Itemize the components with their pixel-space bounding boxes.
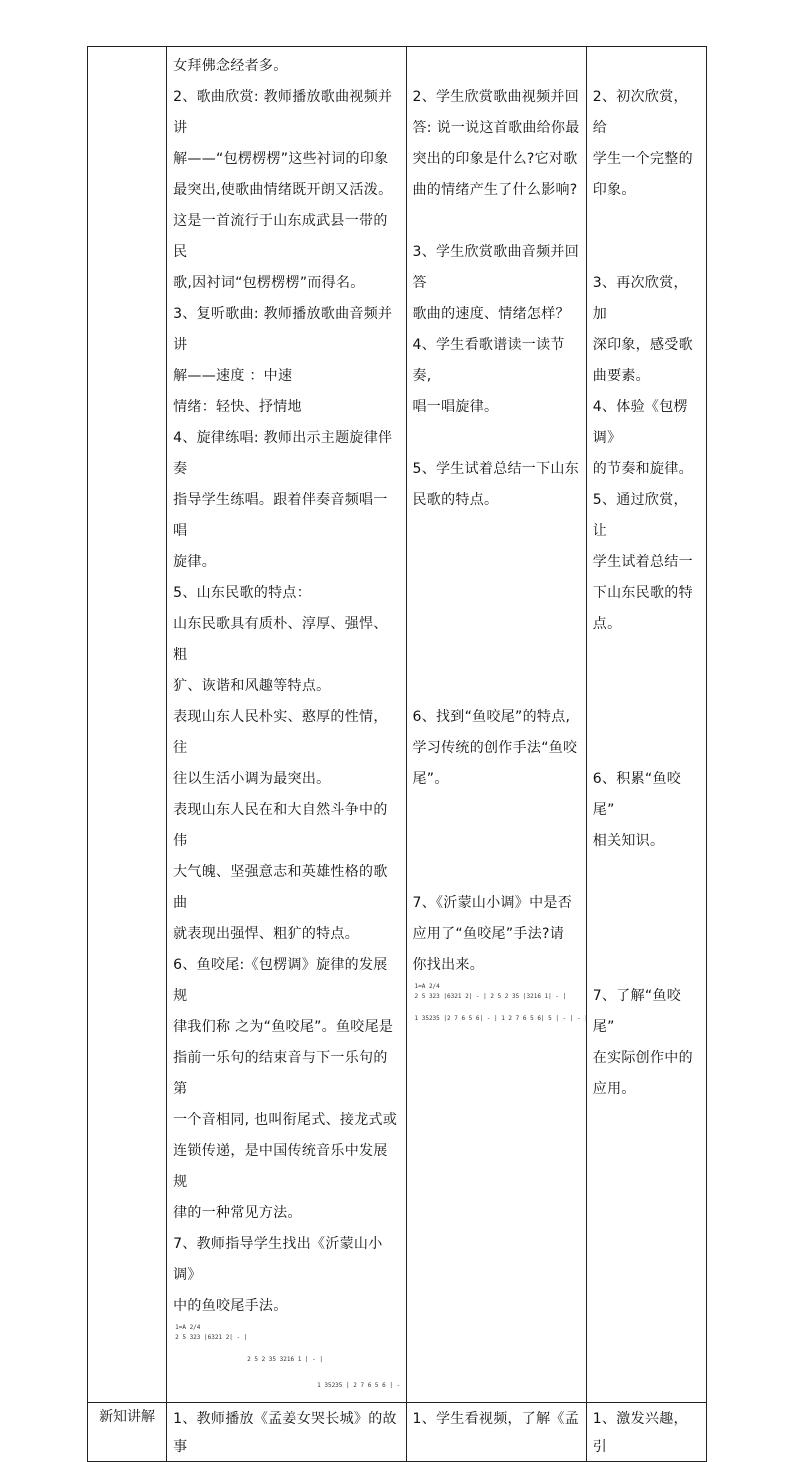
text-line xyxy=(593,919,702,950)
student-activity-text: 1、学生看视频，了解《孟 xyxy=(412,1411,580,1427)
text-line: 学生一个完整的 xyxy=(592,151,693,167)
score-excerpt-left xyxy=(167,1322,405,1402)
score-line: 2 5 323 |6321 2| - | 2 5 2 35 |3216 1| - | xyxy=(414,993,567,1000)
text-line: 6、找到“鱼咬尾”的特点, xyxy=(412,709,571,725)
text-line xyxy=(413,795,582,826)
text-line: 深印象，感受歌 xyxy=(592,337,693,353)
text-line: 在实际创作中的 xyxy=(592,1050,693,1066)
text-line xyxy=(593,950,702,981)
table-row xyxy=(88,1403,707,1462)
text-line: 就表现出强悍、粗犷的特点。 xyxy=(173,926,360,942)
lesson-plan-table xyxy=(87,46,707,1462)
text-line xyxy=(413,51,582,82)
text-line xyxy=(593,671,702,702)
text-line: 学生试着总结一 xyxy=(592,554,693,570)
text-line: 往以生活小调为最突出。 xyxy=(173,771,331,787)
text-line: 表现山东人民在和大自然斗争中的伟 xyxy=(173,802,388,849)
text-line: 曲的情绪产生了什么影响? xyxy=(412,182,578,198)
text-line xyxy=(593,857,702,888)
score-line: 1 35235 | 2 7 6 5 6 | - xyxy=(317,1382,401,1389)
text-line: 印象。 xyxy=(592,182,636,198)
text-line: 这是一首流行于山东成武县一带的民 xyxy=(173,213,388,260)
text-line xyxy=(593,640,702,671)
text-line: 3、复听歌曲: 教师播放歌曲音频并讲 xyxy=(173,306,393,353)
score-key: 1=A 2/4 xyxy=(414,983,440,990)
text-line: 指前一乐句的结束音与下一乐句的第 xyxy=(173,1050,388,1097)
text-line: 表现山东人民朴实、憨厚的性情，往 xyxy=(173,709,388,756)
text-line xyxy=(593,206,702,237)
text-line: 女拜佛念经者多。 xyxy=(173,58,288,74)
text-line: 2、歌曲欣赏: 教师播放歌曲视频并讲 xyxy=(173,89,393,136)
student-activity-text xyxy=(407,47,586,981)
text-line: 山东民歌具有质朴、淳厚、强悍、粗 xyxy=(173,616,388,663)
text-line xyxy=(413,609,582,640)
teacher-activity-cell xyxy=(167,47,406,1403)
teacher-activity-text xyxy=(167,47,405,1322)
text-line: 中的鱼咬尾手法。 xyxy=(173,1298,288,1314)
stage-label: 新知讲解 xyxy=(88,1403,167,1462)
text-line: 4、旋律练唱: 教师出示主题旋律伴奏 xyxy=(173,430,393,477)
design-intent-cell xyxy=(586,47,706,1403)
score-line: 1 35235 |2 7 6 5 6| - | 1 2 7 6 5 6| 5 | - | - | xyxy=(414,1015,588,1022)
text-line: 曲要素。 xyxy=(592,368,650,384)
design-intent-text: 1、激发兴趣，引 xyxy=(592,1411,688,1455)
text-line xyxy=(413,516,582,547)
score-line: 2 5 323 |6321 2| - | xyxy=(175,1334,248,1341)
text-line: 旋律。 xyxy=(173,554,217,570)
text-line xyxy=(413,423,582,454)
text-line: 尾”。 xyxy=(412,771,449,787)
text-line: 5、通过欣赏，让 xyxy=(592,492,688,539)
text-line xyxy=(593,702,702,733)
design-intent-text xyxy=(587,47,706,1105)
text-line: 应用。 xyxy=(592,1081,636,1097)
text-line xyxy=(413,640,582,671)
text-line: 最突出,使歌曲情绪既开朗又活泼。 xyxy=(173,182,393,198)
text-line: 7、教师指导学生找出《沂蒙山小调》 xyxy=(173,1236,383,1283)
stage-label-cell xyxy=(88,47,167,1403)
text-line: 5、山东民歌的特点： xyxy=(173,585,312,601)
text-line: 答: 说一说这首歌曲给你最 xyxy=(412,120,580,136)
text-line: 应用了“鱼咬尾”手法?请 xyxy=(412,926,565,942)
text-line: 解——“包楞楞楞”这些衬词的印象 xyxy=(173,151,389,167)
text-line: 律的一种常见方法。 xyxy=(173,1205,302,1221)
text-line: 相关知识。 xyxy=(592,833,665,849)
text-line: 指导学生练唱。跟着伴奏音频唱一唱 xyxy=(173,492,388,539)
teacher-activity-text: 1、教师播放《孟姜女哭长城》的故事 xyxy=(173,1411,397,1455)
text-line: 律我们称 之为“鱼咬尾”。鱼咬尾是 xyxy=(173,1019,394,1035)
score-excerpt-right xyxy=(407,981,586,1061)
text-line: 你找出来。 xyxy=(412,957,484,973)
text-line xyxy=(593,237,702,268)
text-line: 突出的印象是什么?它对歌 xyxy=(412,151,578,167)
text-line: 7、《沂蒙山小调》中是否 xyxy=(412,895,573,911)
text-line xyxy=(413,671,582,702)
text-line xyxy=(413,578,582,609)
text-line xyxy=(413,547,582,578)
text-line: 5、学生试着总结一下山东 xyxy=(412,461,580,477)
table-row xyxy=(88,47,707,1403)
text-line xyxy=(413,857,582,888)
student-activity-cell xyxy=(406,47,586,1403)
text-line xyxy=(593,888,702,919)
text-line: 连锁传递，是中国传统音乐中发展规 xyxy=(173,1143,388,1190)
text-line: 4、学生看歌谱读一读节奏, xyxy=(412,337,565,384)
text-line: 2、学生欣赏歌曲视频并回 xyxy=(412,89,580,105)
score-line: 2 5 2 35 3216 1 | - | xyxy=(247,1356,323,1363)
text-line: 4、体验《包楞调》 xyxy=(592,399,688,446)
text-line xyxy=(593,51,702,82)
text-line: 2、初次欣赏，给 xyxy=(592,89,688,136)
text-line: 一个音相同, 也叫衔尾式、接龙式或 xyxy=(173,1112,398,1128)
text-line: 3、再次欣赏，加 xyxy=(592,275,688,322)
text-line: 的节奏和旋律。 xyxy=(592,461,693,477)
text-line: 歌曲的速度、情绪怎样？ xyxy=(412,306,570,322)
text-line: 点。 xyxy=(592,616,622,632)
text-line xyxy=(593,733,702,764)
score-key: 1=A 2/4 xyxy=(175,1324,201,1331)
text-line: 解——速度 ：中速 xyxy=(173,368,293,384)
text-line: 6、积累“鱼咬尾” xyxy=(592,771,682,818)
text-line: 犷、诙谐和风趣等特点。 xyxy=(173,678,331,694)
text-line: 大气魄、坚强意志和英雄性格的歌曲 xyxy=(173,864,388,911)
text-line: 情绪：轻快、抒情地 xyxy=(173,399,302,415)
text-line: 歌,因衬词“包楞楞楞”而得名。 xyxy=(173,275,365,291)
text-line: 唱一唱旋律。 xyxy=(412,399,499,415)
text-line: 3、学生欣赏歌曲音频并回答 xyxy=(412,244,580,291)
text-line xyxy=(413,206,582,237)
text-line: 学习传统的创作手法“鱼咬 xyxy=(412,740,578,756)
text-line: 6、鱼咬尾:《包楞调》旋律的发展规 xyxy=(173,957,388,1004)
text-line: 民歌的特点。 xyxy=(412,492,499,508)
text-line: 7、了解“鱼咬尾” xyxy=(592,988,682,1035)
text-line xyxy=(413,826,582,857)
text-line: 下山东民歌的特 xyxy=(592,585,693,601)
